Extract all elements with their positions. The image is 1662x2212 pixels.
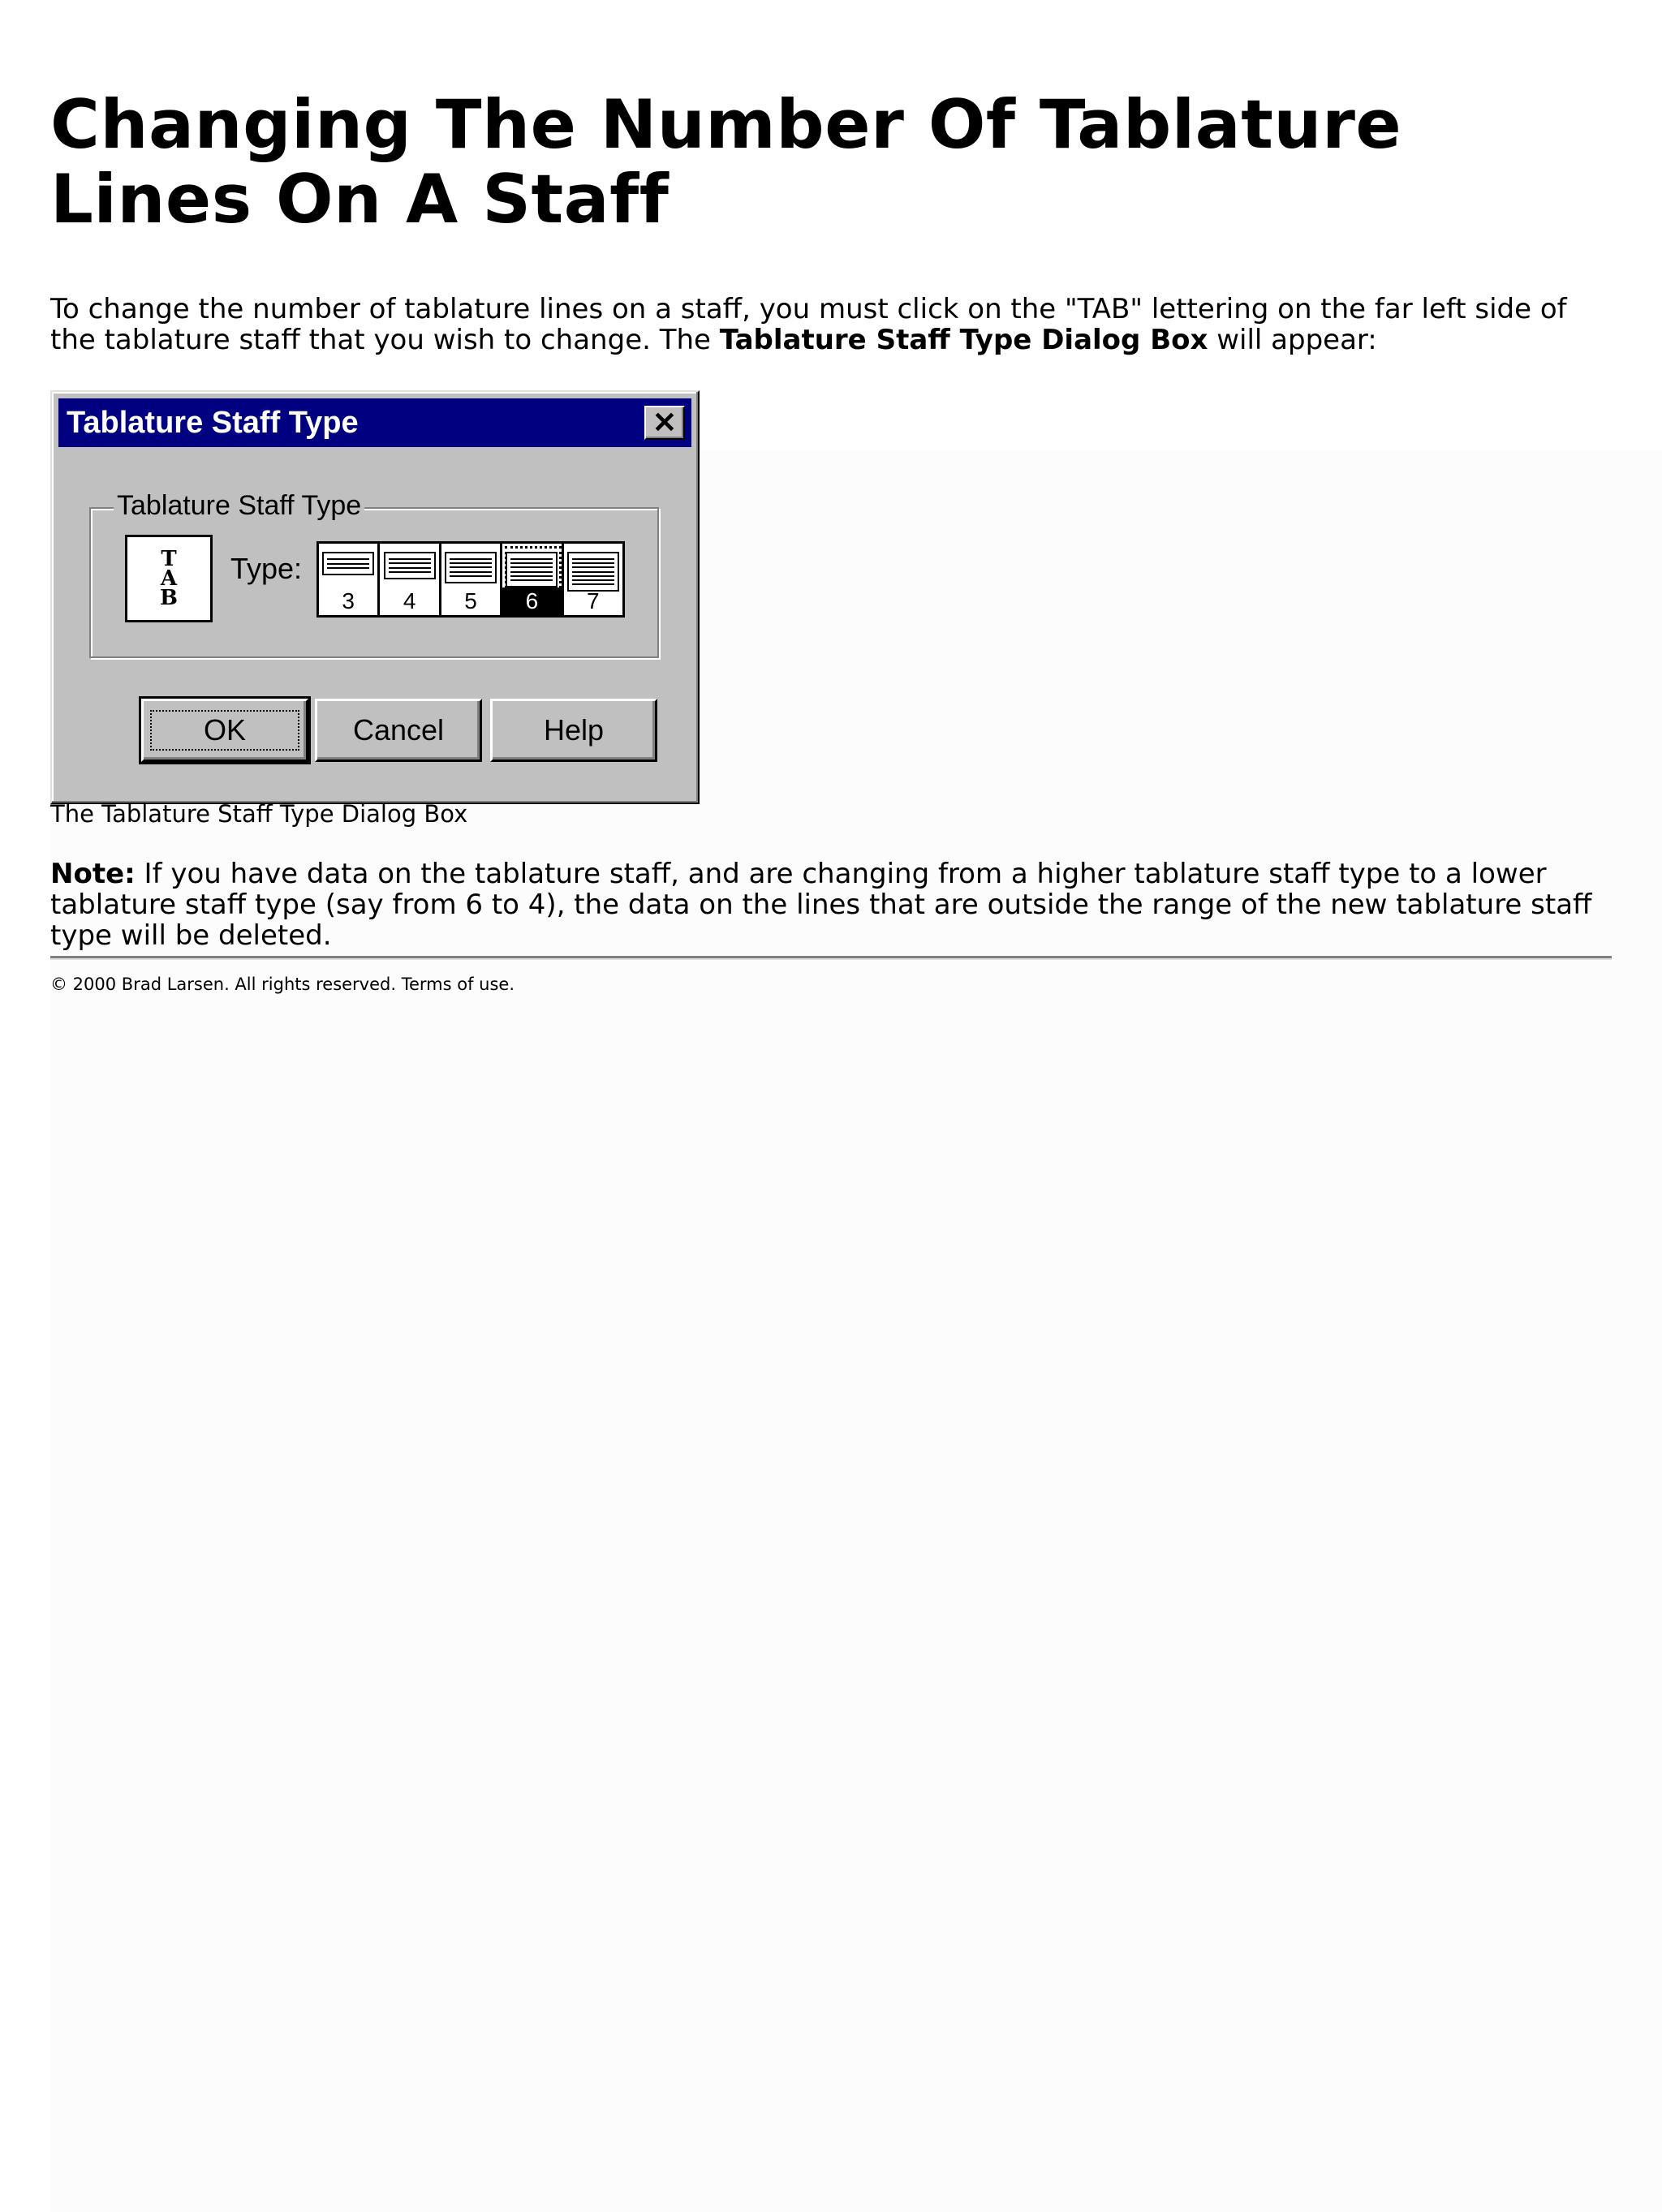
intro-paragraph <box>50 294 1612 355</box>
type-label: Type: <box>230 552 303 585</box>
ok-button-label: OK <box>150 710 299 751</box>
type-option-number: 4 <box>403 588 416 613</box>
type-option-number: 7 <box>587 588 600 613</box>
help-button[interactable] <box>490 699 657 762</box>
help-button-label: Help <box>543 713 605 747</box>
note-text: If you have data on the tablature staff, and are changing from a higher tablature staff type to a lower tablature staff type (say from 6 to 4), the data on the lines that are outside the range of the new tablature staff type will be deleted. <box>50 858 1592 952</box>
intro-text-after: will appear: <box>1208 324 1377 356</box>
divider <box>50 956 1612 958</box>
note-label: Note: <box>50 858 136 890</box>
type-option-number: 5 <box>464 588 477 613</box>
cancel-button[interactable] <box>315 699 482 762</box>
intro-bold-term: Tablature Staff Type Dialog Box <box>719 324 1208 356</box>
type-option-3[interactable] <box>319 544 380 615</box>
tab-icon <box>125 535 213 622</box>
type-option-number: 6 <box>502 587 561 615</box>
staff-lines-icon <box>445 552 497 583</box>
close-icon: ✕ <box>652 406 678 439</box>
close-button[interactable] <box>644 406 685 440</box>
type-option-6[interactable] <box>502 544 563 615</box>
staff-lines-icon <box>506 552 558 587</box>
ok-button[interactable] <box>141 699 308 762</box>
tab-letter: A <box>160 566 178 591</box>
cancel-button-label: Cancel <box>352 713 445 747</box>
type-option-number: 3 <box>342 588 355 613</box>
tab-letter: B <box>160 586 178 610</box>
type-selector <box>316 541 625 618</box>
figure-caption: The Tablature Staff Type Dialog Box <box>50 800 468 828</box>
groupbox-label: Tablature Staff Type <box>114 488 364 523</box>
staff-lines-icon <box>384 552 436 579</box>
note-paragraph <box>50 859 1612 951</box>
staff-lines-icon <box>567 552 619 592</box>
staff-lines-icon <box>322 552 374 575</box>
type-option-5[interactable] <box>441 544 502 615</box>
footer-copyright: © 2000 Brad Larsen. All rights reserved. Terms of use. <box>50 975 515 994</box>
staff-type-groupbox <box>89 490 659 658</box>
page-title: Changing The Number Of Tablature Lines On A Staff <box>50 85 1402 239</box>
tab-letter: T <box>161 547 177 571</box>
dialog-titlebar[interactable] <box>58 398 691 447</box>
dialog-title: Tablature Staff Type <box>67 406 359 440</box>
type-option-4[interactable] <box>380 544 441 615</box>
tablature-staff-type-dialog <box>50 390 700 804</box>
intro-text-before: To change the number of tablature lines on a staff, you must click on the "TAB" lettering on the far left side of the tablature staff that you wish to change. The <box>50 293 1567 356</box>
type-option-7[interactable] <box>564 544 622 615</box>
